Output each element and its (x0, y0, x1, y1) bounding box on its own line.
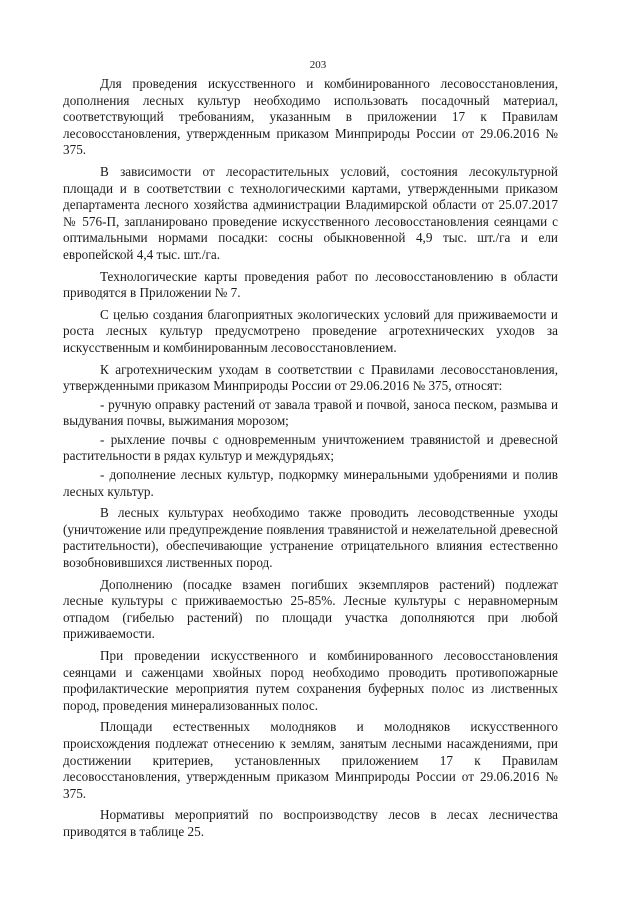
list-item-manual-straightening: - ручную оправку растений от завала травой и почвой, заноса песком, размыва и выдувания почвы, выжимания морозом; (63, 396, 558, 429)
paragraph-silvicultural-care: В лесных культурах необходимо также проводить лесоводственные уходы (уничтожение или предупреждение появления травянистой и нежелательной древесной растительности), обеспечивающие устранение отрицательного влияния естественно возобновившихся лиственных пород. (63, 505, 558, 571)
paragraph-planting-material: Для проведения искусственного и комбинированного лесовосстановления, дополнения лесных культур необходимо использовать посадочный материал, соответствующий требованиям, указанным в приложении 17 к Правилам лесовосстановления, утвержденным приказом Минприроды России от 29.06.2016 № 375. (63, 76, 558, 158)
list-item-soil-loosening: - рыхление почвы с одновременным уничтожением травянистой и древесной растительности в рядах культур и междурядьях; (63, 431, 558, 464)
page-number: 203 (309, 59, 327, 71)
list-item-supplementing-crops: - дополнение лесных культур, подкормку минеральными удобрениями и полив лесных культур. (63, 467, 558, 499)
paragraph-reforestation-plan: В зависимости от лесорастительных условий, состояния лесокультурной площади и в соответствии с технологическими картами, утвержденными приказом департамента лесного хозяйства администрации Владимирской области от 25.07.2017 № 576-П, запланировано проведение искусственного лесовосстановления сеянцами с оптимальными нормами посадки: сосны обыкновенной 4,9 тыс. шт./га и ели европейской 4,4 тыс. шт./га. (63, 163, 558, 262)
paragraph-fire-prevention: При проведении искусственного и комбинированного лесовосстановления сеянцами и саженцами хвойных пород необходимо проводить противопожарные профилактические мероприятия путем сохранения буферных полос из лиственных пород, проведения минерализованных полос. (63, 648, 558, 713)
paragraph-agrotechnical-care-intro: К агротехническим уходам в соответствии с Правилами лесовосстановления, утвержденными приказом Минприроды России от 29.06.2016 № 375, относят: (63, 361, 558, 394)
paragraph-supplementing-rules: Дополнению (посадке взамен погибших экземпляров растений) подлежат лесные культуры с приживаемостью 25-85%. Лесные культуры с неравномерным отпадом (гибелью растений) по площади участка дополняются при любой приживаемости. (63, 576, 558, 642)
paragraph-technological-maps: Технологические карты проведения работ по лесовосстановлению в области приводятся в Приложении № 7. (63, 268, 558, 301)
paragraph-table-reference: Нормативы мероприятий по воспроизводству лесов в лесах лесничества приводятся в таблице 25. (63, 807, 558, 839)
page-body (63, 76, 558, 841)
paragraph-agrotechnical-care-purpose: С целью создания благоприятных экологических условий для приживаемости и роста лесных культур предусмотрено проведение агротехнических уходов за искусственным и комбинированным лесовосстановлением. (63, 306, 558, 355)
paragraph-young-stands: Площади естественных молодняков и молодняков искусственного происхождения подлежат отнесению к землям, занятым лесными насаждениями, при достижении критериев, установленных приложением 17 к Правилам лесовосстановления, утвержденным приказом Минприроды России от 29.06.2016 № 375. (63, 719, 558, 801)
